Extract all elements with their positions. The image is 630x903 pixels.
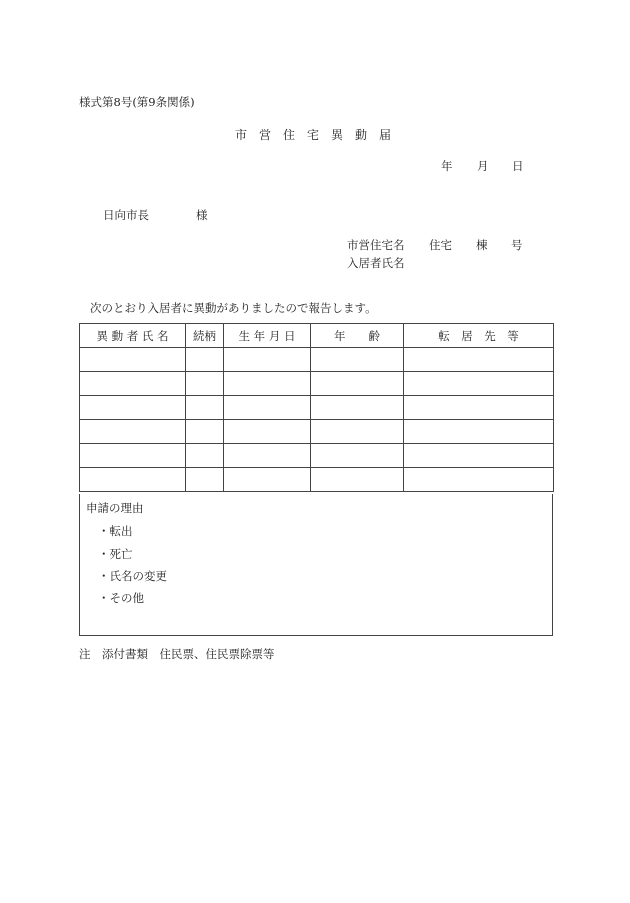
destination-cell[interactable] [404,348,554,372]
age-cell[interactable] [311,444,404,468]
name-cell[interactable] [80,396,186,420]
attachment-note: 注 添付書類 住民票、住民票除票等 [79,647,275,661]
building-unit-label: 棟 [476,238,488,252]
header-name: 異 動 者 氏 名 [80,324,186,348]
table-row [80,396,554,420]
addressee-honorific: 様 [196,208,208,222]
age-cell[interactable] [311,420,404,444]
birthdate-cell[interactable] [224,372,311,396]
birthdate-cell[interactable] [224,468,311,492]
birthdate-cell[interactable] [224,348,311,372]
relation-cell[interactable] [186,348,224,372]
reason-item-other: ・その他 [98,591,144,605]
destination-cell[interactable] [404,372,554,396]
intro-text: 次のとおり入居者に異動がありましたので報告します。 [90,301,377,315]
header-age: 年 齢 [311,324,404,348]
reason-section [79,494,553,636]
number-unit-label: 号 [511,238,523,252]
birthdate-cell[interactable] [224,396,311,420]
addressee-name: 日向市長 [103,208,149,222]
name-cell[interactable] [80,348,186,372]
header-birthdate: 生 年 月 日 [224,324,311,348]
header-relation: 続柄 [186,324,224,348]
table-row [80,444,554,468]
resident-name-label: 入居者氏名 [347,256,405,270]
header-destination: 転 居 先 等 [404,324,554,348]
relation-cell[interactable] [186,444,224,468]
relation-cell[interactable] [186,372,224,396]
age-cell[interactable] [311,372,404,396]
reason-item-move-out: ・転出 [98,524,133,538]
date-day-label: 日 [512,159,524,173]
table-row [80,468,554,492]
reason-title: 申請の理由 [86,501,144,515]
age-cell[interactable] [311,468,404,492]
form-number: 様式第8号(第9条関係) [79,95,195,109]
table-row [80,420,554,444]
document-title: 市営住宅異動届 [234,128,403,142]
relation-cell[interactable] [186,396,224,420]
birthdate-cell[interactable] [224,444,311,468]
relation-cell[interactable] [186,468,224,492]
destination-cell[interactable] [404,396,554,420]
reason-item-name-change: ・氏名の変更 [98,569,167,583]
relation-cell[interactable] [186,420,224,444]
change-table [79,323,554,492]
destination-cell[interactable] [404,420,554,444]
age-cell[interactable] [311,396,404,420]
birthdate-cell[interactable] [224,420,311,444]
reason-item-death: ・死亡 [98,547,133,561]
name-cell[interactable] [80,468,186,492]
name-cell[interactable] [80,420,186,444]
name-cell[interactable] [80,372,186,396]
destination-cell[interactable] [404,468,554,492]
table-row [80,348,554,372]
housing-unit-label: 住宅 [429,238,452,252]
destination-cell[interactable] [404,444,554,468]
date-year-label: 年 [441,159,453,173]
date-month-label: 月 [477,159,489,173]
table-row [80,372,554,396]
housing-name-label: 市営住宅名 [347,238,405,252]
name-cell[interactable] [80,444,186,468]
table-header-row [80,324,554,348]
age-cell[interactable] [311,348,404,372]
